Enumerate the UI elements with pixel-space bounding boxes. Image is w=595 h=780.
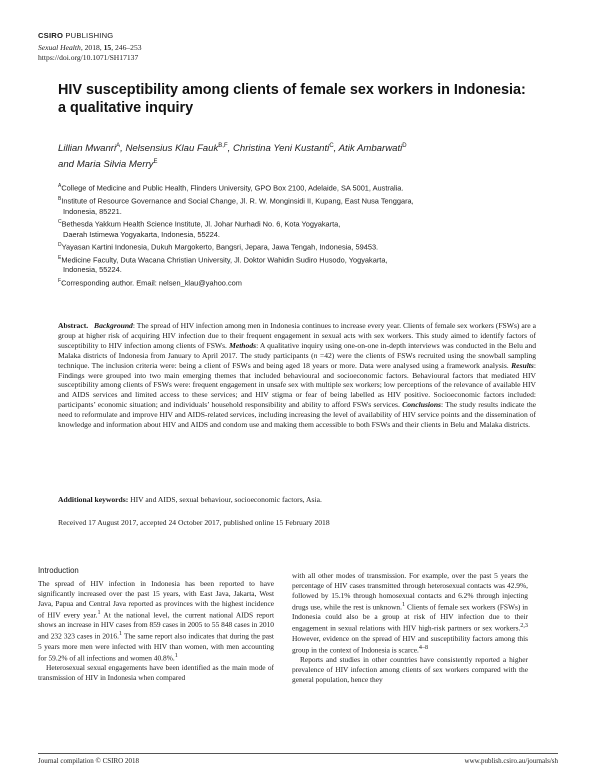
corresponding-author-email[interactable]: Corresponding author. Email: nelsen_klau@yahoo.com	[61, 278, 242, 288]
affiliation-mark: C	[58, 218, 62, 225]
keywords-label: Additional keywords:	[58, 495, 129, 504]
publisher-name-rest: PUBLISHING	[63, 31, 114, 40]
affiliation-mark: A	[58, 183, 62, 189]
author-name: Lillian Mwanri	[58, 143, 117, 155]
affiliation-text: Yayasan Kartini Indonesia, Dukuh Margokerto, Bangsri, Jepara, Jawa Tengah, Indonesia, 59453.	[61, 242, 379, 252]
paragraph: Reports and studies in other countries have consistently reported a higher prevalence of HIV infection among clients of sex workers compared with the general population, hence they	[292, 655, 528, 684]
author-name: Maria Silvia Merry	[76, 158, 154, 170]
journal-year: , 2018,	[80, 43, 104, 52]
author-name: Christina Yeni Kustanti	[232, 143, 330, 155]
abstract-results-text: : Findings were grouped into two main emerging themes that included behavioural and socioeconomic factors. Behavioural factors that mediated HIV susceptibility among clients of FSWs were: frequent engagement in unsafe sex with multiple sex workers; low perceptions of the relevance of available HIV and AIDS services and limited access to these services; and HIV stigma or fear of being labelled as HIV positive. Socioeconomic factors included: participants’ economic situation; and individuals’ household responsibility and ability to afford FSWs services.	[58, 360, 536, 410]
body-column-right	[292, 571, 528, 685]
affiliation-mark: B	[58, 195, 62, 202]
journal-volume: 15	[103, 43, 112, 52]
abstract-methods-text: : A qualitative inquiry using one-on-one in-depth interviews was conducted in the Belu and Malaka districts of Indonesia from January to April 2017. The study participants (	[58, 340, 536, 360]
journal-pages: , 246–253	[111, 43, 142, 52]
citation-ref[interactable]: 1	[174, 652, 178, 659]
footer-copyright: Journal compilation © CSIRO 2018	[38, 757, 139, 765]
article-title: HIV susceptibility among clients of female sex workers in Indonesia: a qualitative inquiry	[58, 82, 526, 116]
affiliation-text: Institute of Resource Governance and Social Change, Jl. R. W. Monginsidi II, Kupang, East Nusa Tenggara,	[61, 196, 414, 206]
affiliation-item	[58, 253, 528, 266]
abstract-methods-label: Methods	[229, 340, 257, 350]
publisher-name-bold: CSIRO	[38, 31, 64, 40]
author-separator: ,	[120, 143, 126, 155]
affiliation-item	[58, 194, 528, 207]
paragraph-text: The spread of HIV infection in Indonesia has been reported to have significantly increased over the past 15 years, with East Java, Jakarta, West Java, Papua and Central Java reported as provinces with the highest incidence of HIV every year.	[38, 578, 274, 620]
publisher-logo	[38, 31, 113, 40]
footer-journal-url[interactable]: www.publish.csiro.au/journals/sh	[464, 757, 558, 765]
author-affiliation-mark: D	[402, 143, 407, 149]
citation-ref[interactable]: 4–8	[418, 644, 429, 651]
abstract-label: Abstract.	[58, 321, 89, 330]
author-affiliation-mark: E	[153, 158, 158, 165]
author-affiliation-mark: C	[329, 143, 334, 149]
affiliation-text: College of Medicine and Public Health, Flinders University, GPO Box 2100, Adelaide, SA 5001, Australia.	[61, 183, 404, 193]
affiliation-continuation: Indonesia, 85221.	[63, 206, 122, 216]
doi-link[interactable]: https://doi.org/10.1071/SH17137	[38, 53, 139, 62]
affiliation-item	[58, 240, 528, 253]
paragraph-text: The same report also indicates that during the past 5 years more men were infected with HIV than women, with men accounting for 59.2% of all infections and women 40.8%.	[38, 631, 274, 663]
abstract-background-label: Background	[94, 321, 133, 330]
author-separator: ,	[227, 143, 233, 155]
citation-ref[interactable]: 2,3	[520, 623, 528, 630]
abstract-methods-text: =42) were the clients of FSWs recruited using the snowball sampling technique. The inclusion criteria were: being a client of FSWs and being aged 18 years or more. Data were analysed using a framework analysis.	[58, 350, 536, 370]
paragraph	[38, 579, 274, 663]
corresponding-author	[58, 276, 528, 289]
author-name: Atik Ambarwati	[338, 143, 403, 155]
journal-citation	[38, 43, 142, 63]
citation-ref[interactable]: 1	[401, 601, 406, 608]
keywords-text: HIV and AIDS, sexual behaviour, socioeconomic factors, Asia.	[128, 495, 322, 504]
footer-divider	[38, 753, 558, 754]
citation-ref[interactable]: 1	[97, 609, 101, 616]
paragraph-text: However, evidence on the spread of HIV and susceptibility factors among this group in the context of Indonesia is scarce.	[292, 633, 528, 655]
affiliation-continuation: Daerah Istimewa Yogyakarta, Indonesia, 55224.	[63, 229, 220, 239]
citation-ref[interactable]: 1	[118, 631, 123, 638]
affiliation-text: Medicine Faculty, Duta Wacana Christian University, Jl. Doktor Wahidin Sudiro Husodo, Yogyakarta,	[61, 255, 388, 265]
abstract-conclusions-text: : The study results indicate the need to reformulate and improve HIV and AIDS-related services, including increasing the level of availability of HIV service points and the dissemination of knowledge and information about HIV and AIDS and condom use and making them accessible to both FSWs and their clients in Belu and Malaka districts.	[58, 400, 536, 430]
author-conjunction: and	[58, 158, 77, 170]
keywords	[58, 495, 536, 504]
author-separator: ,	[333, 143, 339, 155]
abstract-conclusions-label: Conclusions	[402, 400, 442, 410]
author-list	[58, 140, 538, 171]
paragraph-text: with all other modes of transmission. For example, over the past 5 years the percentage of HIV cases transmitted through heterosexual contacts was 42.9%, followed by 15.1% through homosexual contacts and 6.2% through injecting drugs use, while the rest is unknown.	[292, 571, 528, 612]
author-affiliation-mark: B,F	[218, 143, 228, 149]
affiliation-list	[58, 181, 528, 288]
abstract-methods-n: n	[313, 350, 318, 360]
abstract	[58, 321, 536, 430]
body-column-left	[38, 566, 274, 683]
paragraph: Heterosexual sexual engagements have been identified as the main mode of transmission of HIV in Indonesia when compared	[38, 662, 274, 682]
paragraph-text: At the national level, the current national AIDS report shows an increase in HIV cases from 859 cases in 2005 to 55 848 cases in 2010 and 232 323 cases in 2016.	[38, 610, 275, 641]
affiliation-mark: F	[58, 277, 62, 284]
affiliation-item	[58, 181, 528, 194]
affiliation-item	[58, 217, 528, 230]
received-dates: Received 17 August 2017, accepted 24 October 2017, published online 15 February 2018	[58, 518, 330, 527]
paragraph-text: Clients of female sex workers (FSWs) in Indonesia could also be a group at risk of HIV infection due to their engagement in sexual relations with HIV high-risk partners or sex workers.	[292, 602, 528, 633]
affiliation-text: Bethesda Yakkum Health Science Institute, Jl. Johar Nurhadi No. 6, Kota Yogyakarta,	[61, 219, 341, 229]
paragraph	[292, 571, 528, 655]
abstract-background-text: : The spread of HIV infection among men in Indonesia continues to increase every year. Clients of female sex workers (FSWs) are a group at higher risk of acquiring HIV infection due to their frequent engagement in sexual acts with sex workers. This study aimed to identify factors of susceptibility to HIV infection among clients of FSWs.	[58, 321, 536, 350]
section-heading-introduction: Introduction	[38, 566, 79, 575]
affiliation-mark: D	[58, 241, 62, 248]
affiliation-continuation: Indonesia, 55224.	[63, 265, 122, 275]
affiliation-mark: E	[58, 254, 62, 261]
journal-name: Sexual Health	[38, 43, 81, 52]
author-name: Nelsensius Klau Fauk	[125, 143, 219, 155]
author-affiliation-mark: A	[116, 143, 121, 149]
abstract-results-label: Results	[511, 360, 534, 370]
